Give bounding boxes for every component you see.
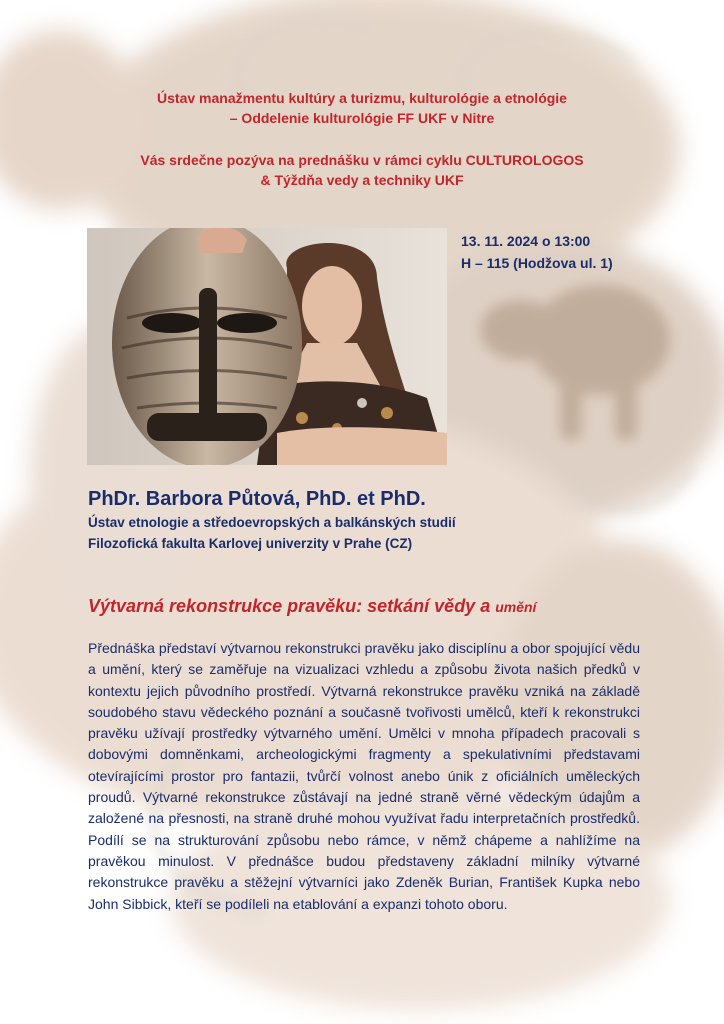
organizer-line-2: – Oddelenie kulturológie FF UKF v Nitre	[229, 110, 495, 126]
lecture-title	[88, 594, 536, 619]
speaker-photo	[87, 228, 447, 465]
speaker-affiliation-1: Ústav etnologie a středoevropských a balkánských studií	[88, 515, 456, 530]
speaker-block	[88, 486, 456, 554]
speaker-with-mask-photo-icon	[87, 228, 447, 465]
speaker-affiliation-2: Filozofická fakulta Karlovej univerzity v Prahe (CZ)	[88, 536, 413, 551]
invitation-header	[40, 150, 684, 190]
invitation-line-1: Vás srdečne pozýva na prednášku v rámci cyklu CULTUROLOGOS	[140, 152, 584, 168]
invitation-line-2: & Týždňa vedy a techniky UKF	[260, 172, 464, 188]
lecture-title-end: umění	[495, 599, 537, 615]
event-room: H – 115 (Hodžova ul. 1)	[461, 255, 613, 271]
speaker-name: PhDr. Barbora Půtová, PhD. et PhD.	[88, 488, 426, 510]
organizer-header	[40, 88, 684, 128]
lecture-abstract: Přednáška představí výtvarnou rekonstrukci pravěku jako disciplínu a obor spojující vědu a umění, který se zaměřuje na vizualizaci vzhledu a způsobu života našich předků v kontextu jejich původního prostředí. Výtvarná rekonstrukce pravěku vzniká na základě soudobého stavu vědeckého poznání a současně tvořivosti umělců, kteří k rekonstrukci pravěku užívají prostředky výtvarného umění. Umělci v mnoha případech pracovali s dobovými domněnkami, archeologickými fragmenty a spekulativními představami otevírajícími prostor pro fantazii, tvůrčí volnost anebo únik z oficiálních uměleckých proudů. Výtvarné rekonstrukce zůstávají na jedné straně věrné vědeckým údajům a založené na přesnosti, na straně druhé mohou využívat řadu interpretačních prostředků. Podílí se na strukturování způsobu nebo rámce, v němž chápeme a nahlížíme na pravěkou minulost. V přednášce budou představeny základní milníky výtvarné rekonstrukce pravěku a stěžejní výtvarníci jako Zdeněk Burian, František Kupka nebo John Sibbick, kteří se podíleli na etablování a expanzi tohoto oboru.	[88, 640, 640, 912]
lecture-title-main: Výtvarná rekonstrukce pravěku: setkání vědy a	[88, 596, 496, 616]
event-datetime: 13. 11. 2024 o 13:00	[461, 233, 591, 249]
organizer-line-1: Ústav manažmentu kultúry a turizmu, kulturológie a etnológie	[157, 90, 567, 106]
event-details	[461, 230, 613, 274]
